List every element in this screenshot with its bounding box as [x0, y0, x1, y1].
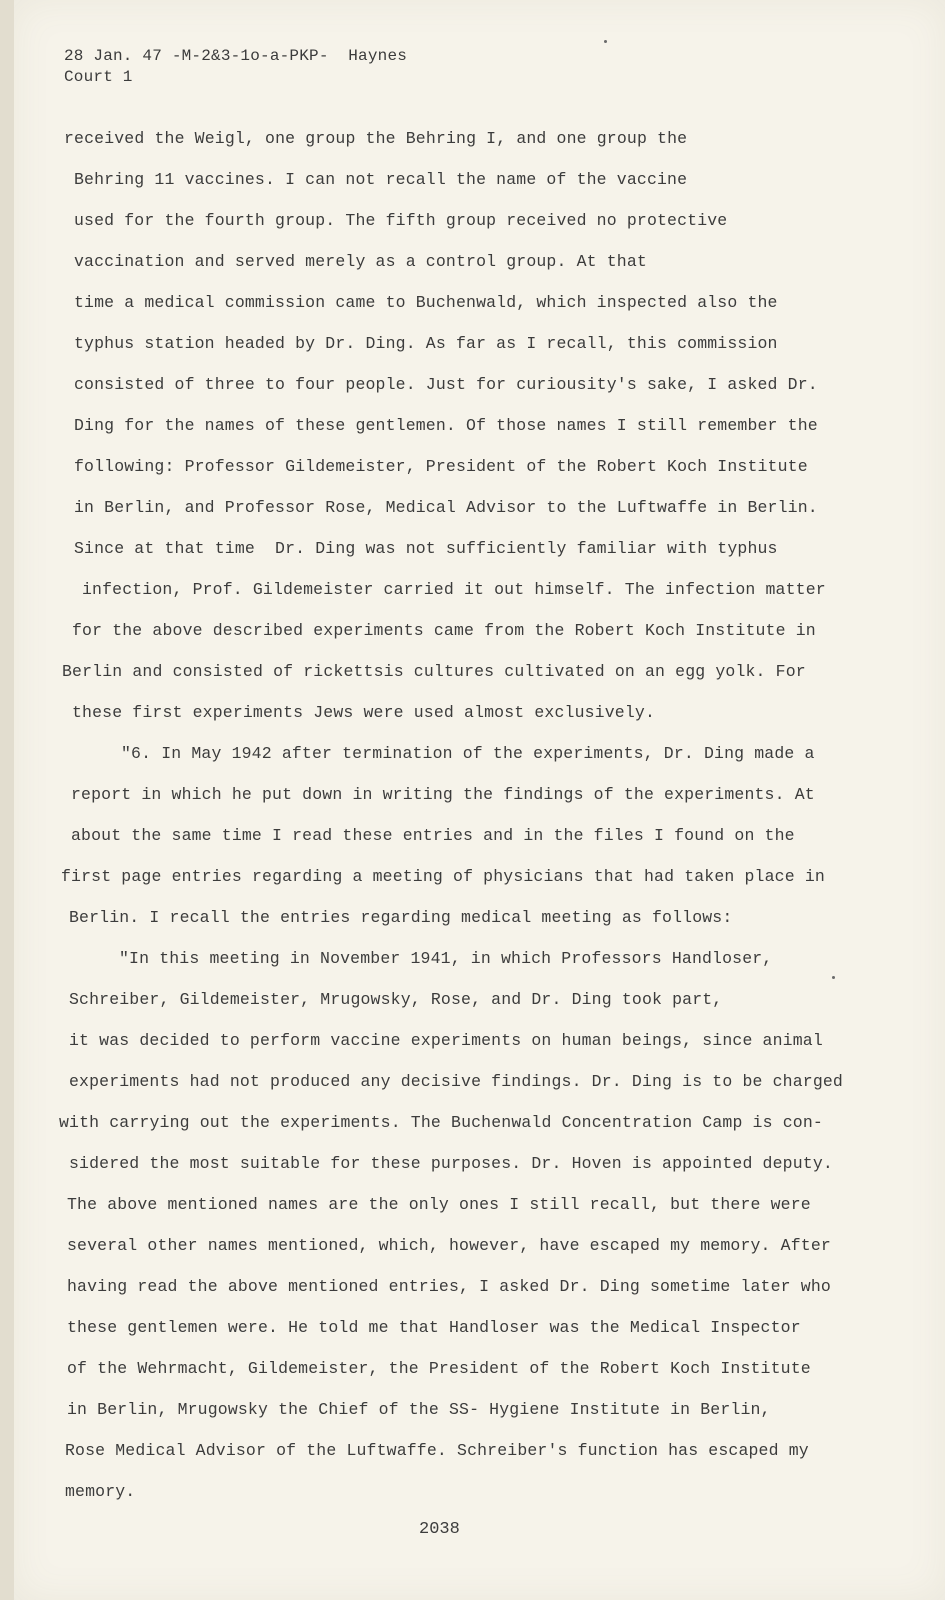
text-line: report in which he put down in writing the findings of the experiments. At: [71, 785, 815, 804]
text-line: time a medical commission came to Buchenwald, which inspected also the: [74, 293, 778, 312]
text-line: experiments had not produced any decisive findings. Dr. Ding is to be charged: [69, 1072, 843, 1091]
text-line: several other names mentioned, which, however, have escaped my memory. After: [67, 1236, 831, 1255]
text-line: "In this meeting in November 1941, in which Professors Handloser,: [119, 949, 773, 968]
text-line: Rose Medical Advisor of the Luftwaffe. Schreiber's function has escaped my: [65, 1441, 809, 1460]
text-line: Berlin and consisted of rickettsis cultures cultivated on an egg yolk. For: [62, 662, 806, 681]
text-line: of the Wehrmacht, Gildemeister, the President of the Robert Koch Institute: [67, 1359, 811, 1378]
text-line: "6. In May 1942 after termination of the experiments, Dr. Ding made a: [121, 744, 815, 763]
text-line: Behring 11 vaccines. I can not recall the name of the vaccine: [74, 170, 688, 189]
text-line: these first experiments Jews were used almost exclusively.: [72, 703, 655, 722]
text-line: first page entries regarding a meeting of physicians that had taken place in: [61, 867, 825, 886]
text-line: used for the fourth group. The fifth group received no protective: [74, 211, 728, 230]
text-line: for the above described experiments came from the Robert Koch Institute in: [72, 621, 816, 640]
text-line: sidered the most suitable for these purposes. Dr. Hoven is appointed deputy.: [69, 1154, 833, 1173]
binding-edge: [0, 0, 15, 1600]
text-line: these gentlemen were. He told me that Handloser was the Medical Inspector: [67, 1318, 801, 1337]
text-line: Ding for the names of these gentlemen. Of those names I still remember the: [74, 416, 818, 435]
document-header: [64, 46, 407, 88]
text-line: memory.: [65, 1482, 136, 1501]
text-line: in Berlin, and Professor Rose, Medical Advisor to the Luftwaffe in Berlin.: [74, 498, 818, 517]
text-line: Schreiber, Gildemeister, Mrugowsky, Rose, and Dr. Ding took part,: [69, 990, 723, 1009]
text-line: about the same time I read these entries and in the files I found on the: [71, 826, 795, 845]
document-page: [14, 0, 945, 1600]
text-line: following: Professor Gildemeister, President of the Robert Koch Institute: [74, 457, 808, 476]
text-line: The above mentioned names are the only ones I still recall, but there were: [67, 1195, 811, 1214]
text-line: in Berlin, Mrugowsky the Chief of the SS- Hygiene Institute in Berlin,: [67, 1400, 771, 1419]
text-line: vaccination and served merely as a control group. At that: [74, 252, 647, 271]
paper-speck: [832, 976, 835, 979]
header-court: Court 1: [64, 68, 133, 86]
text-line: consisted of three to four people. Just for curiousity's sake, I asked Dr.: [74, 375, 818, 394]
text-line: with carrying out the experiments. The Buchenwald Concentration Camp is con-: [59, 1113, 823, 1132]
text-line: received the Weigl, one group the Behring I, and one group the: [64, 129, 688, 148]
text-line: having read the above mentioned entries, I asked Dr. Ding sometime later who: [67, 1277, 831, 1296]
text-line: it was decided to perform vaccine experiments on human beings, since animal: [69, 1031, 823, 1050]
header-date-code: 28 Jan. 47 -M-2&3-1o-a-PKP- Haynes: [64, 47, 408, 65]
text-line: Berlin. I recall the entries regarding medical meeting as follows:: [69, 908, 733, 927]
page-number: 2038: [419, 1520, 460, 1539]
text-line: typhus station headed by Dr. Ding. As far as I recall, this commission: [74, 334, 778, 353]
paper-speck: [604, 40, 607, 43]
text-line: Since at that time Dr. Ding was not sufficiently familiar with typhus: [74, 539, 778, 558]
text-line: infection, Prof. Gildemeister carried it out himself. The infection matter: [82, 580, 826, 599]
